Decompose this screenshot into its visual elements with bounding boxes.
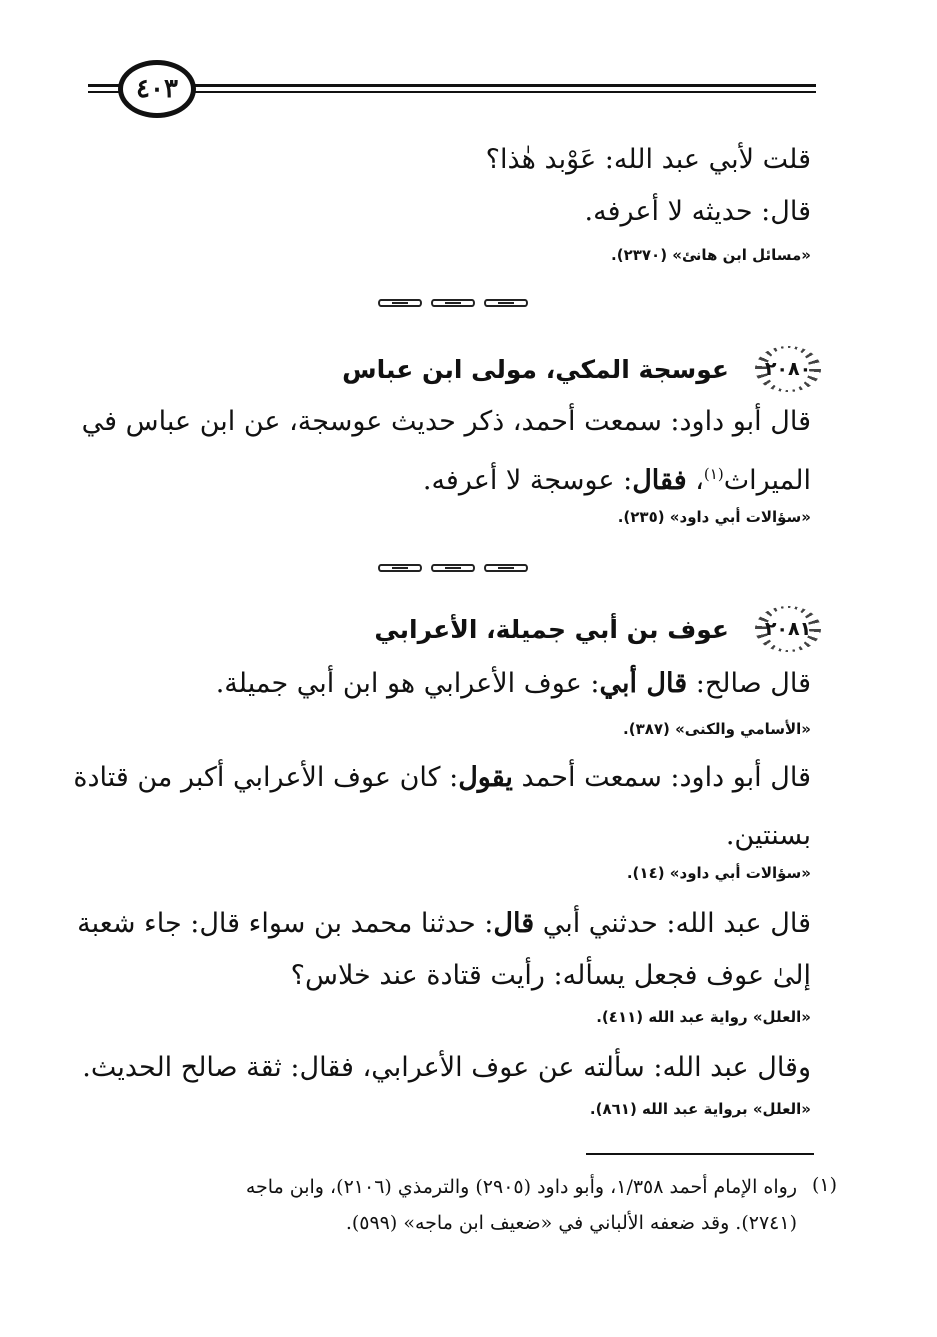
footnote-ref[interactable]: (١) <box>703 465 724 483</box>
entry-2081-p4: وقال عبد الله: سألته عن عوف الأعرابي، فقال: ثقة صالح الحديث. <box>82 1052 811 1083</box>
section-divider-1 <box>378 296 528 310</box>
entry-2081-p3-source: «العلل» رواية عبد الله (٤١١). <box>596 1008 811 1026</box>
entry-2080-source: «سؤالات أبي داود» (٢٣٥). <box>617 508 811 526</box>
entry-2081-p2-source: «سؤالات أبي داود» (١٤). <box>626 864 811 882</box>
entry-2081-p2-line-2: بسنتين. <box>725 820 811 851</box>
intro-line-1: قلت لأبي عبد الله: عَوْبد هٰذا؟ <box>485 144 811 175</box>
entry-2081-p4-source: «العلل» برواية عبد الله (٨٦١). <box>589 1100 811 1118</box>
page-number: ٤٠٣ <box>136 74 178 104</box>
entry-2081-p1-source: «الأسامي والكنى» (٣٨٧). <box>623 720 811 738</box>
page-header <box>88 58 816 122</box>
footnote-mark: (١) <box>811 1174 837 1196</box>
intro-line-2: قال: حديثه لا أعرفه. <box>584 196 811 227</box>
intro-source: «مسائل ابن هانئ» (٢٣٧٠). <box>611 246 811 264</box>
footnote-line-1: رواه الإمام أحمد ١/٣٥٨، وأبو داود (٢٩٠٥) والترمذي (٢١٠٦)، وابن ماجه <box>245 1176 797 1198</box>
entry-2081-p3-line-2: إلىٰ عوف فجعل يسأله: رأيت قتادة عند خلاس؟ <box>290 960 811 991</box>
entry-2081-p1: قال صالح: قال أبي: عوف الأعرابي هو ابن أبي جميلة. <box>215 668 811 699</box>
header-rule-thin <box>88 91 816 93</box>
header-rule <box>88 84 816 87</box>
footnote-rule <box>586 1153 814 1155</box>
entry-title: عوسجة المكي، مولى ابن عباس <box>342 354 729 384</box>
entry-title: عوف بن أبي جميلة، الأعرابي <box>374 614 729 644</box>
entry-number-badge: ٢٠٨١ <box>755 606 821 652</box>
section-divider-2 <box>378 561 528 575</box>
entry-2080-text-line-1: قال أبو داود: سمعت أحمد، ذكر حديث عوسجة، عن ابن عباس في <box>81 406 811 437</box>
page-number-frame <box>118 60 196 118</box>
entry-2081-p2-line-1: قال أبو داود: سمعت أحمد يقول: كان عوف الأعرابي أكبر من قتادة <box>73 762 811 793</box>
entry-2080-heading <box>342 346 821 392</box>
entry-2080-text-line-2: الميراث$^{(١)}$، فقال: عوسجة لا أعرفه. <box>422 465 811 496</box>
footnote-line-2: (٢٧٤١). وقد ضعفه الألباني في «ضعيف ابن ماجه» (٥٩٩). <box>345 1212 797 1234</box>
entry-2081-heading <box>374 606 821 652</box>
entry-2081-p3-line-1: قال عبد الله: حدثني أبي قال: حدثنا محمد بن سواء قال: جاء شعبة <box>77 908 811 939</box>
entry-number-badge: ٢٠٨٠ <box>755 346 821 392</box>
